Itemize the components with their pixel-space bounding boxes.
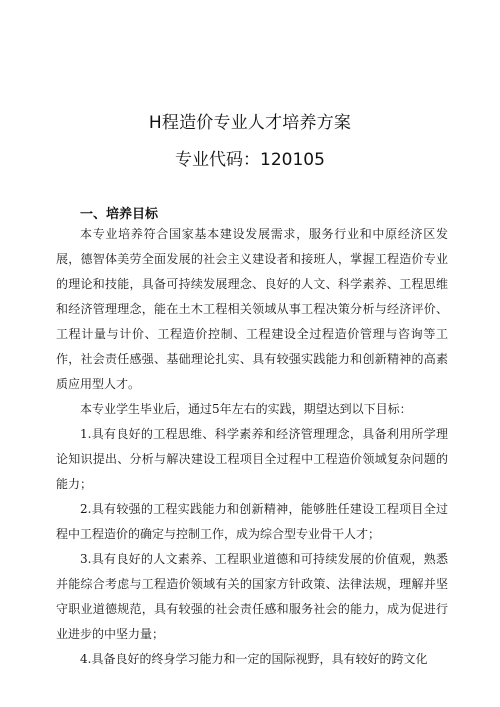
paragraph-goal-4: 4.具备良好的终身学习能力和一定的国际视野，具有较好的跨文化: [80, 652, 428, 666]
paragraph-goal-3: 3.具有良好的人文素养、工程职业道德和可持续发展的价值观，熟悉并能综合考虑与工程造价领域有关的国家方针政策、法律法规，理解并坚守职业道德规范，具有较强的社会责任感和服务社会的能力，成为促进行业进步的中坚力量；: [56, 552, 448, 641]
section-body: [56, 222, 448, 672]
paragraph-goals-intro: 本专业学生毕业后，通过5年左右的实践，期望达到以下目标：: [80, 402, 412, 416]
paragraph-overview: 本专业培养符合国家基本建设发展需求，服务行业和中原经济区发展，德智体美劳全面发展的社会主义建设者和接班人，掌握工程造价专业的理论和技能，具备可持续发展理念、良好的人文、科学素养、工程思维和经济管理理念，能在土木工程相关领域从事工程决策分析与经济评价、工程计量与计价、工程造价控制、工程建设全过程造价管理与咨询等工作，社会责任感强、基础理论扎实、具有较强实践能力和创新精神的高素质应用型人才。: [56, 227, 448, 391]
document-title: H程造价专业人才培养方案: [148, 113, 352, 133]
section-heading-training-goals: 一、培养目标: [80, 207, 159, 222]
paragraph-goal-2: 2.具有较强的工程实践能力和创新精神，能够胜任建设工程项目全过程中工程造价的确定与控制工作，成为综合型专业骨干人才；: [56, 502, 448, 541]
major-code: 专业代码：120105: [175, 150, 325, 170]
paragraph-goal-1: 1.具有良好的工程思维、科学素养和经济管理理念，具备利用所学理论知识提出、分析与解决建设工程项目全过程中工程造价领域复杂问题的能力；: [56, 427, 448, 491]
